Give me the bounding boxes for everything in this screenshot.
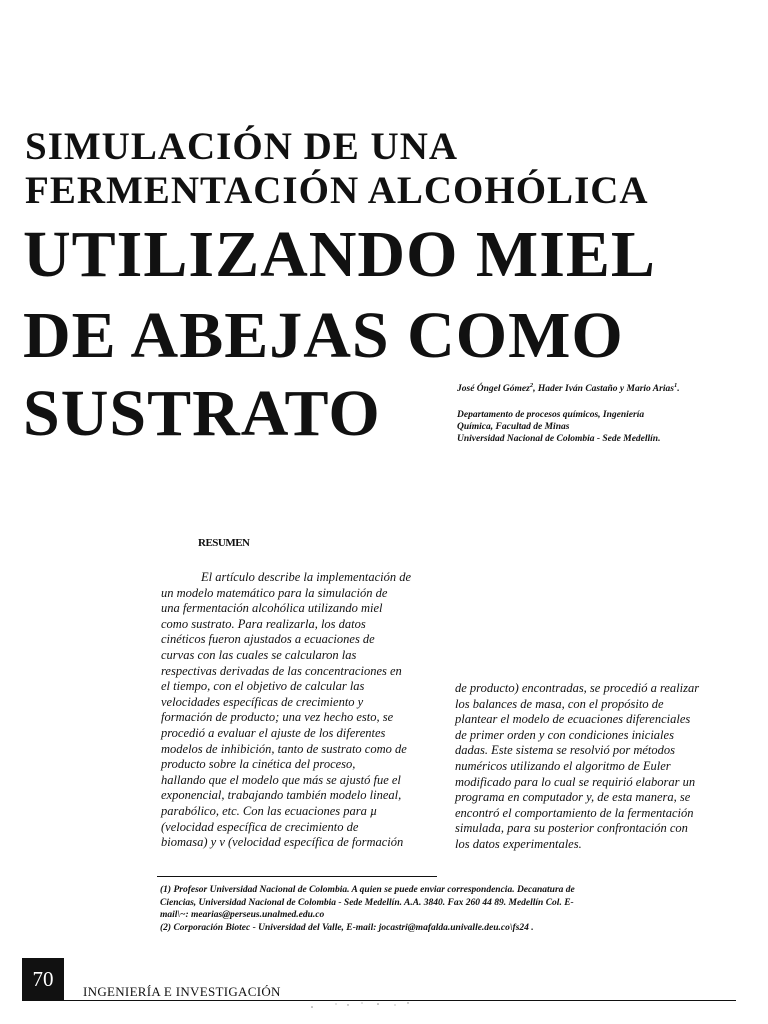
abstract-line: el tiempo, con el objetivo de calcular las xyxy=(161,679,365,694)
footnotes xyxy=(160,884,700,934)
abstract-line: de producto) encontradas, se procedió a realizar xyxy=(455,681,700,695)
abstract-line: los datos experimentales. xyxy=(455,836,582,851)
abstract-heading: RESUMEN xyxy=(198,537,250,549)
abstract-line: programa en computador y, de esta manera, se xyxy=(455,790,691,805)
abstract-line: parabólico, etc. Con las ecuaciones para µ xyxy=(161,803,378,818)
abstract-column-right xyxy=(455,681,745,853)
abstract-line: numéricos utilizando el algoritmo de Euler xyxy=(455,758,671,773)
abstract-line: una fermentación alcohólica utilizando miel xyxy=(161,601,383,616)
abstract-line: producto sobre la cinética del proceso, xyxy=(161,757,356,772)
abstract-line: dadas. Este sistema se resolvió por métodos xyxy=(455,743,676,758)
abstract-line: formación de producto; una vez hecho esto, se xyxy=(161,710,394,725)
affiliation-line: Universidad Nacional de Colombia - Sede Medellín. xyxy=(457,434,661,444)
abstract-line: hallando que el modelo que más se ajustó fue el xyxy=(161,772,401,787)
abstract-line: simulada, para su posterior confrontación con xyxy=(455,821,688,836)
abstract-line: respectivas derivadas de las concentraciones en xyxy=(161,663,402,678)
abstract-line: modificado para lo cual se requirió elaborar un xyxy=(455,774,696,789)
abstract-line: velocidades específicas de crecimiento y xyxy=(161,694,364,709)
footnote-line: mail\~: mearias@perseus.unalmed.edu.co xyxy=(160,910,325,920)
abstract-line: un modelo matemático para la simulación de xyxy=(161,585,388,600)
footnote-line: (2) Corporación Biotec - Universidad del Valle, E-mail: jocastri@mafalda.univalle.deu.co\fs24 . xyxy=(160,922,534,933)
author-block xyxy=(457,383,757,445)
abstract-line: exponencial, trabajando también modelo lineal, xyxy=(161,788,402,803)
abstract-line: plantear el modelo de ecuaciones diferenciales xyxy=(455,712,691,727)
abstract-line: (velocidad específica de crecimiento de xyxy=(161,819,359,834)
affiliation-line: Departamento de procesos químicos, Ingeniería xyxy=(457,410,645,420)
title-line-3: UTILIZANDO MIEL xyxy=(23,218,656,291)
footnote-divider xyxy=(157,876,437,877)
abstract-line: encontró el comportamiento de la fermentación xyxy=(455,805,694,820)
footnote-line: Ciencias, Universidad Nacional de Colombia - Sede Medellín. A.A. 3840. Fax 260 44 89. Medellín Col. E- xyxy=(160,897,574,908)
abstract-line: El artículo describe la implementación de xyxy=(201,570,412,584)
abstract-column-left xyxy=(161,570,451,851)
abstract-line: cinéticos fueron ajustados a ecuaciones de xyxy=(161,632,375,647)
abstract-line: de primer orden y con condiciones iniciales xyxy=(455,727,674,742)
author-names: José Óngel Gómez$^2$, Hader Iván Castaño y Mario Arias$^1$. xyxy=(457,381,680,394)
abstract-line: los balances de masa, con el propósito de xyxy=(455,696,664,711)
title-line-5: SUSTRATO xyxy=(23,377,381,450)
abstract-line: procedió a evaluar el ajuste de los diferentes xyxy=(161,725,386,740)
abstract-line: modelos de inhibición, tanto de sustrato como de xyxy=(161,741,407,756)
journal-name: INGENIERÍA E INVESTIGACIÓN xyxy=(83,984,281,999)
abstract-line: biomasa) y v (velocidad específica de formación xyxy=(161,835,404,850)
affiliation-line: Química, Facultad de Minas xyxy=(457,422,570,432)
abstract-line: como sustrato. Para realizarla, los datos xyxy=(161,616,366,631)
title-line-1: SIMULACIÓN DE UNA xyxy=(25,125,459,168)
footnote-line: (1) Profesor Universidad Nacional de Colombia. A quien se puede enviar correspondencia. Decanatura de xyxy=(160,885,575,895)
abstract-line: curvas con las cuales se calcularon las xyxy=(161,647,357,662)
scan-specks xyxy=(300,995,430,1015)
title-line-4: DE ABEJAS COMO xyxy=(23,299,624,372)
page-number: 70 xyxy=(22,958,64,1001)
title-line-2: FERMENTACIÓN ALCOHÓLICA xyxy=(25,169,649,212)
affiliation xyxy=(457,409,757,445)
